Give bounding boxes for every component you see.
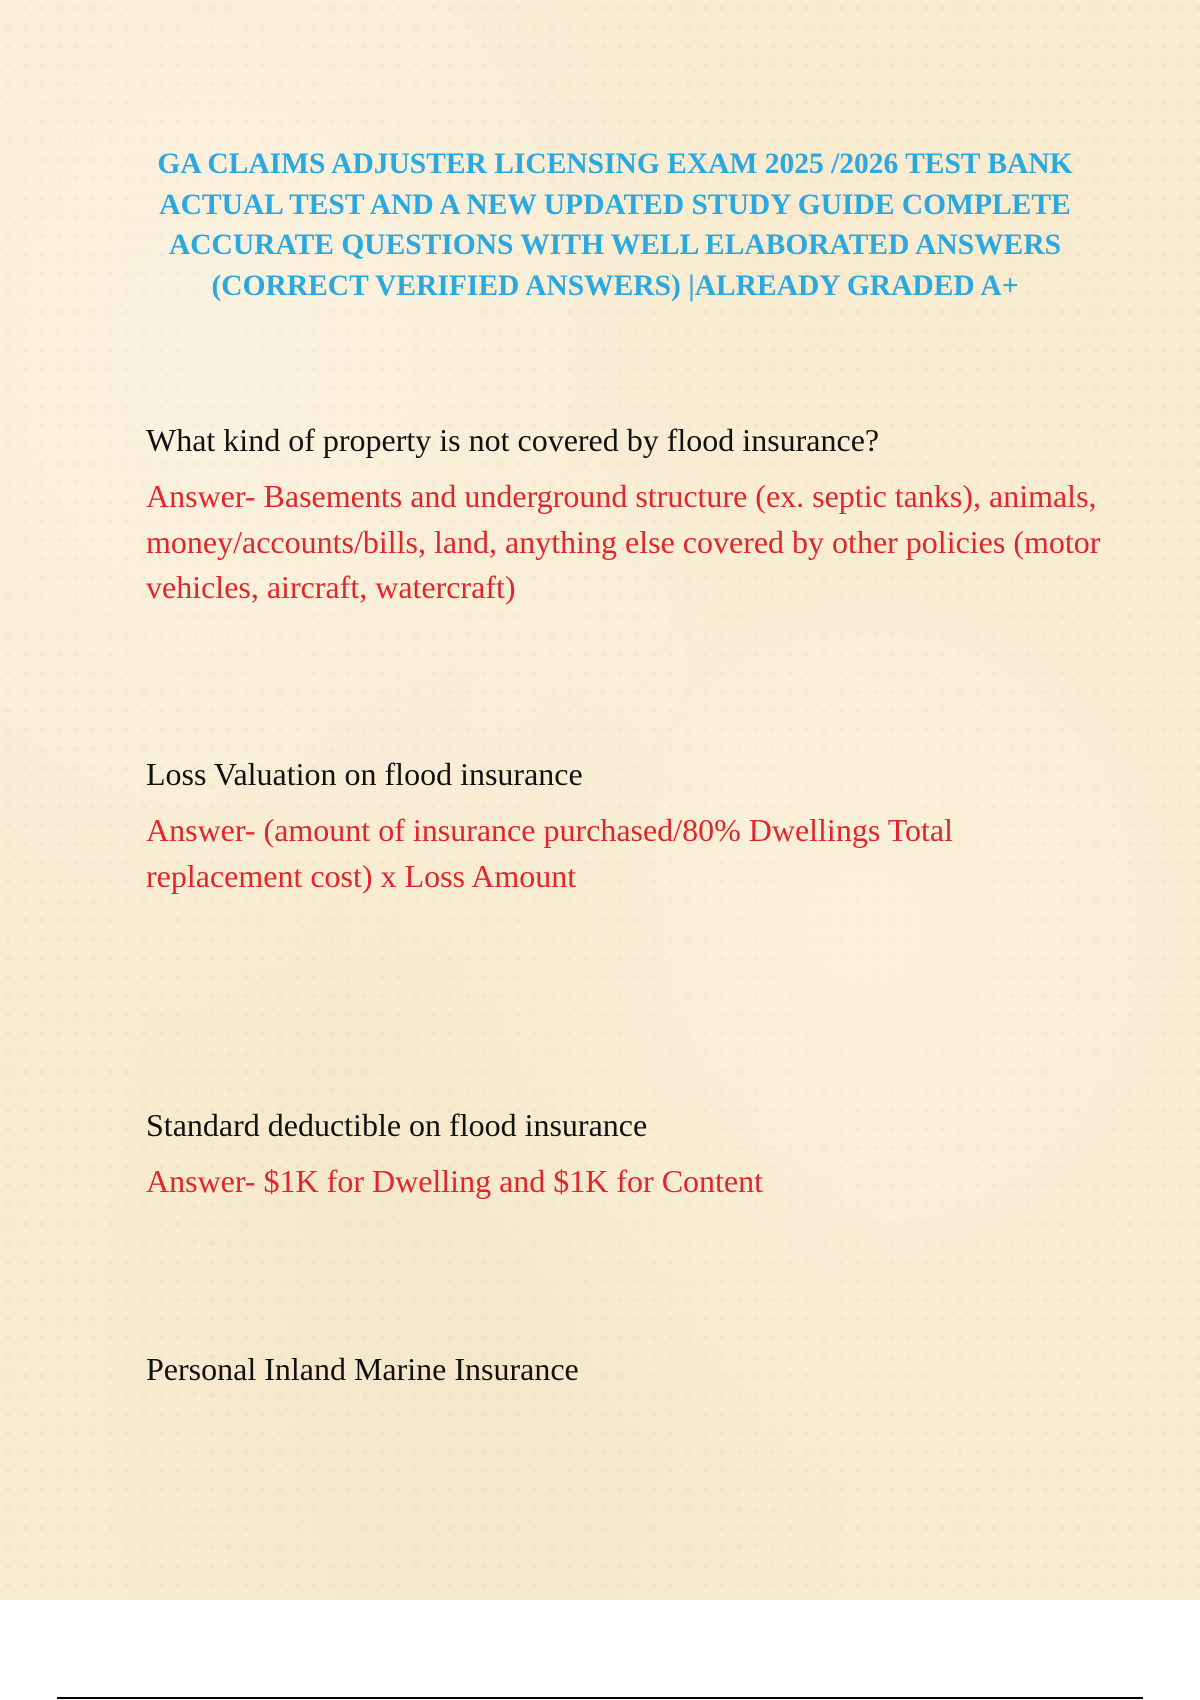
question-text: Loss Valuation on flood insurance [146,756,583,792]
answer-text: Answer- (amount of insurance purchased/80% Dwellings Total replacement cost) x Loss Amount [146,812,953,894]
document-title: GA CLAIMS ADJUSTER LICENSING EXAM 2025 /2026 TEST BANK ACTUAL TEST AND A NEW UPDATED STUDY GUIDE COMPLETE ACCURATE QUESTIONS WITH WELL ELABORATED ANSWERS (CORRECT VERIFIED ANSWERS) |ALREADY GRADED A+ [157,148,1073,302]
bottom-divider [57,1697,1143,1699]
question-text: Standard deductible on flood insurance [146,1107,648,1143]
qa-item [146,1347,1106,1391]
answer-text: Answer- $1K for Dwelling and $1K for Content [146,1163,764,1199]
qa-item [146,418,1106,611]
answer-text: Answer- Basements and underground structure (ex. septic tanks), animals, money/accounts/bills, land, anything else covered by other policies (motor vehicles, aircraft, watercraft) [146,478,1101,605]
qa-item [146,752,1106,899]
qa-item [146,1103,1106,1205]
question-text: What kind of property is not covered by flood insurance? [146,422,880,458]
question-text: Personal Inland Marine Insurance [146,1351,579,1387]
